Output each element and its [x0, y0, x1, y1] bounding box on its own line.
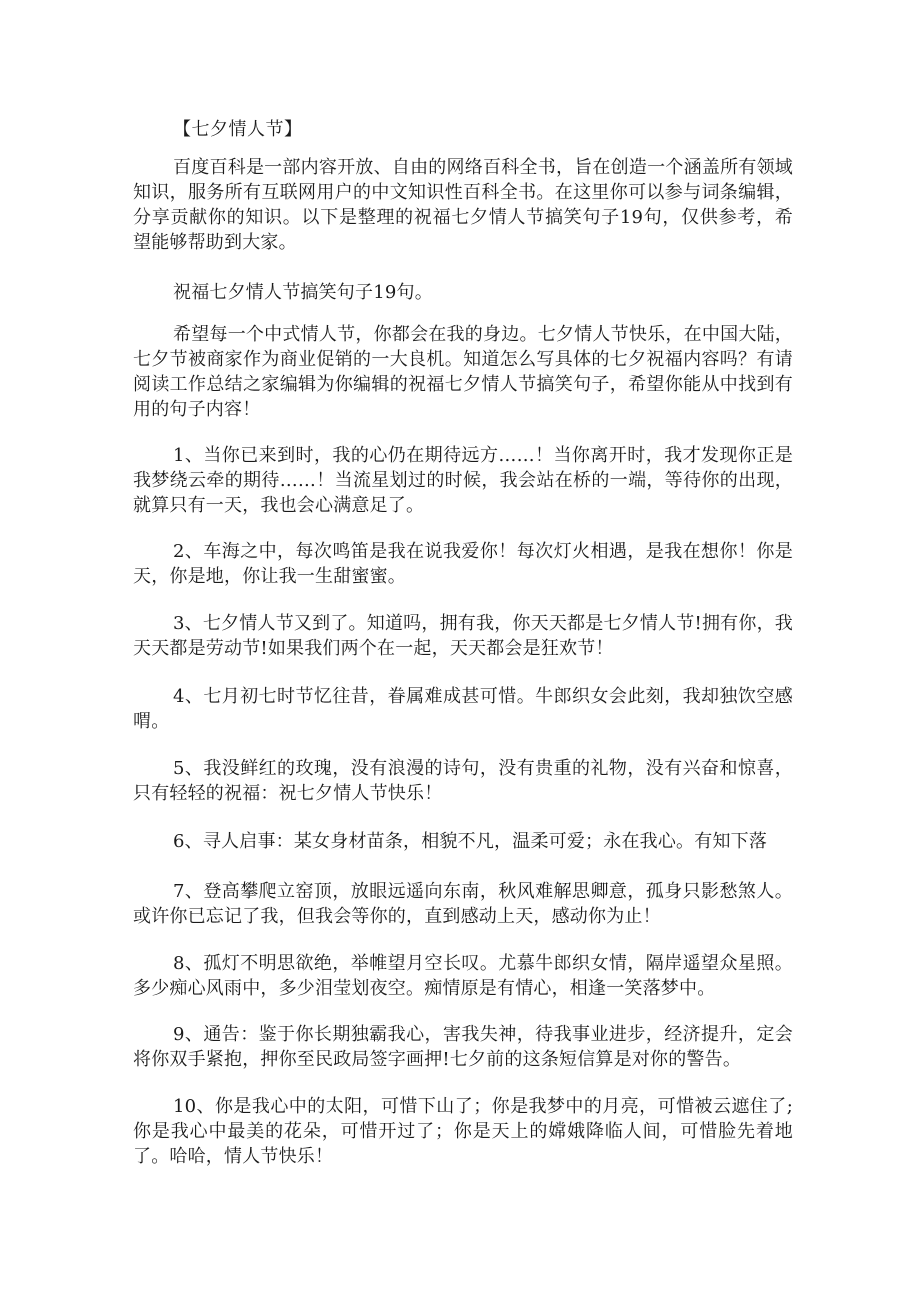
intro-paragraph: 百度百科是一部内容开放、自由的网络百科全书，旨在创造一个涵盖所有领域知识，服务所有互联网用户的中文知识性百科全书。在这里你可以参与词条编辑，分享贡献你的知识。以下是整理的祝福七夕情人节搞笑句子19句，仅供参考，希望能够帮助到大家。 — [133, 157, 793, 253]
subtitle-paragraph: 祝福七夕情人节搞笑句子19句。 — [173, 282, 433, 303]
list-item-10: 10、你是我心中的太阳，可惜下山了；你是我梦中的月亮，可惜被云遮住了;你是我心中最美的花朵，可惜开过了；你是天上的嫦娥降临人间，可惜脸先着地了。哈哈，情人节快乐！ — [133, 1096, 793, 1167]
list-item-1: 1、当你已来到时，我的心仍在期待远方……！当你离开时，我才发现你正是我梦绕云牵的期待……！当流星划过的时候，我会站在桥的一端，等待你的出现，就算只有一天，我也会心满意足了。 — [133, 445, 793, 516]
list-item-8: 8、孤灯不明思欲绝，举帷望月空长叹。尤慕牛郎织女情，隔岸遥望众星照。多少痴心风雨中，多少泪莹划夜空。痴情原是有情心，相逢一笑落梦中。 — [133, 953, 793, 999]
document-title: 【七夕情人节】 — [173, 119, 303, 140]
list-item-7: 7、登高攀爬立窑顶，放眼远遥向东南，秋风难解思卿意，孤身只影愁煞人。或许你已忘记了我，但我会等你的，直到感动上天，感动你为止！ — [133, 881, 793, 927]
preface-paragraph: 希望每一个中式情人节，你都会在我的身边。七夕情人节快乐，在中国大陆，七夕节被商家作为商业促销的一大良机。知道怎么写具体的七夕祝福内容吗？有请阅读工作总结之家编辑为你编辑的祝福七夕情人节搞笑句子，希望你能从中找到有用的句子内容！ — [133, 324, 793, 420]
list-item-3: 3、七夕情人节又到了。知道吗，拥有我，你天天都是七夕情人节!拥有你，我天天都是劳动节!如果我们两个在一起，天天都会是狂欢节！ — [133, 613, 793, 659]
list-item-2: 2、车海之中，每次鸣笛是我在说我爱你！每次灯火相遇，是我在想你！你是天，你是地，你让我一生甜蜜蜜。 — [133, 541, 793, 587]
list-item-5: 5、我没鲜红的玫瑰，没有浪漫的诗句，没有贵重的礼物，没有兴奋和惊喜，只有轻轻的祝福：祝七夕情人节快乐！ — [133, 758, 793, 804]
list-item-4: 4、七月初七时节忆往昔，眷属难成甚可惜。牛郎织女会此刻，我却独饮空感喟。 — [133, 686, 793, 732]
list-item-6: 6、寻人启事：某女身材苗条，相貌不凡，温柔可爱；永在我心。有知下落 — [173, 831, 768, 852]
list-item-9: 9、通告：鉴于你长期独霸我心，害我失神，待我事业进步，经济提升，定会将你双手紧抱，押你至民政局签字画押!七夕前的这条短信算是对你的警告。 — [133, 1024, 793, 1070]
